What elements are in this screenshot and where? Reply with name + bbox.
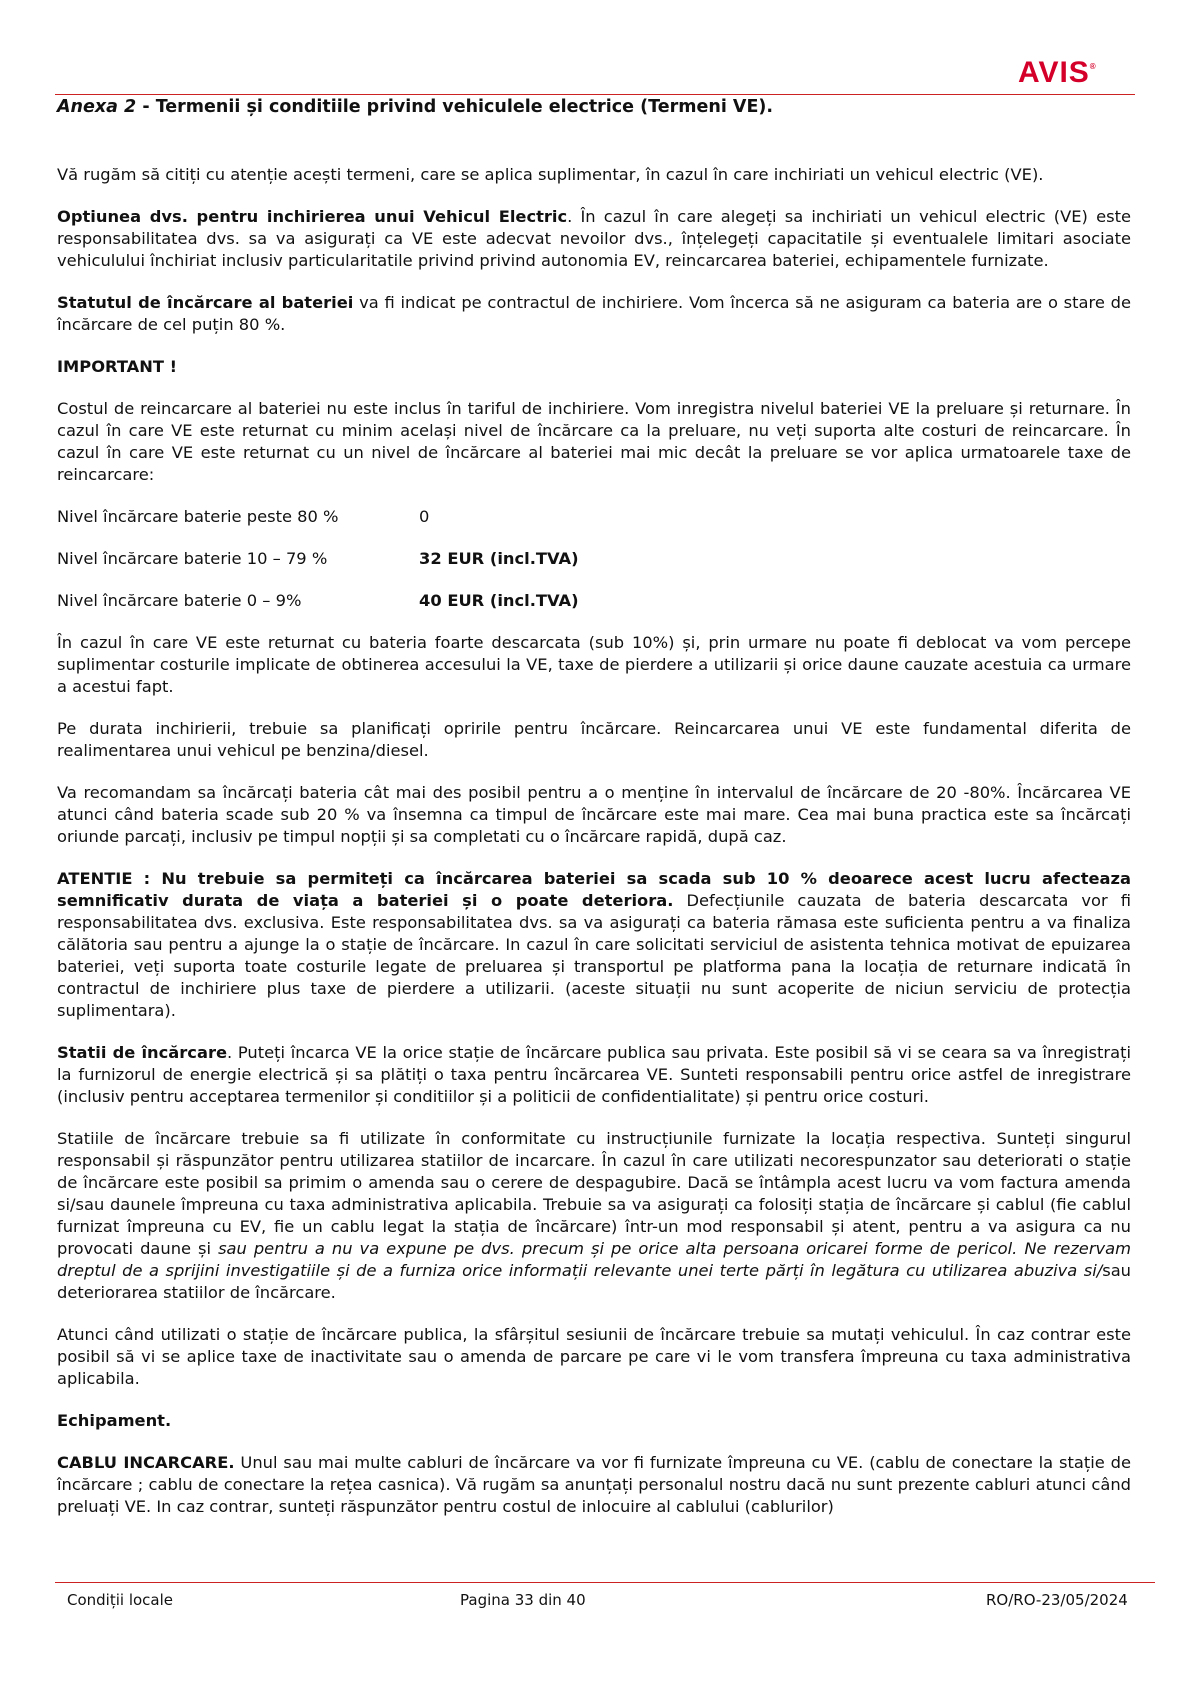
header-divider xyxy=(55,94,1135,95)
fee-value: 0 xyxy=(419,507,430,526)
footer-doc-code: RO/RO-23/05/2024 xyxy=(986,1591,1128,1609)
avis-logo: AVIS® xyxy=(1018,56,1097,89)
intro-paragraph: Vă rugăm să citiți cu atenție acești termeni, care se aplica suplimentar, în cazul în care inchiriati un vehicul electric (VE). xyxy=(57,165,1044,184)
fee-value: 40 EUR (incl.TVA) xyxy=(419,591,579,610)
footer-divider xyxy=(55,1582,1155,1583)
warning-text: Defecțiunile cauzata de bateria descarcata vor fi responsabilitatea dvs. exclusiva. Este responsabilitatea dvs. sa va asigurați ca bateria rămasa este suficienta pentru a va finaliza călătoria sau pentru a ajunge la o stație de încărcare. In cazul în care solicitati serviciul de asistenta tehnica motivat de epuizarea bateriei, veți suporta toate costurile legate de preluarea și transportul pe platforma pana la locația de returnare indicată în contractul de inchiriere plus taxe de pierdere a utilizarii. (aceste situații nu sunt acoperite de niciun serviciu de protecția suplimentara). xyxy=(57,891,1131,1020)
fee-label: Nivel încărcare baterie peste 80 % xyxy=(57,507,339,526)
fee-row xyxy=(57,506,1131,528)
stations-text: . Puteți încarca VE la orice stație de încărcare publica sau privata. Este posibil să vi se ceara sa va înregistrați la furnizorul de energie electrică și sa plătiți o taxa pentru încărcarea VE. Sunteti responsabili pentru orice astfel de inregistrare (inclusiv pentru acceptarea termenilor și conditiilor și a politicii de confidentialitate) și pentru orice costuri. xyxy=(57,1043,1131,1106)
option-text: . În cazul în care alegeți sa inchiriati un vehicul electric (VE) este responsabilitatea dvs. sa va asigurați ca VE este adecvat nevoilor dvs., înțelegeți capacitatile și eventualele limitari asociate vehiculului închiriat inclusiv particularitatile privind privind autonomia EV, reincarcarea bateriei, echipamentele furnizate. xyxy=(57,207,1131,270)
cable-text: Unul sau mai multe cabluri de încărcare va vor fi furnizate împreuna cu VE. (cablu de conectare la stație de încărcare ; cablu de conectare la rețea casnica). Vă rugăm sa anunțați personalul nostru dacă nu sunt prezente cabluri atunci când preluați VE. In caz contrar, sunteți răspunzător pentru costul de inlocuire al cablului (cablurilor) xyxy=(57,1453,1131,1516)
status-text: va fi indicat pe contractul de inchiriere. Vom încerca să ne asiguram ca bateria are o stare de încărcare de cel puțin 80 %. xyxy=(57,293,1131,334)
page-title xyxy=(57,97,773,117)
footer-page-number: Pagina 33 din 40 xyxy=(460,1591,586,1609)
annex-title: - Termenii și conditiile privind vehiculele electrice (Termeni VE). xyxy=(136,97,774,117)
recommend-paragraph: Va recomandam sa încărcați bateria cât mai des posibil pentru a o menține în intervalul de încărcare de 20 -80%. Încărcarea VE atunci când bateria scade sub 20 % va însemna ca timpul de încărcare este mai mare. Cea mai buna practica este sa încărcați oriunde parcați, inclusiv pe timpul nopții și sa completati cu o încărcare rapidă, după caz. xyxy=(57,783,1131,846)
fee-label: Nivel încărcare baterie 10 – 79 % xyxy=(57,549,328,568)
usage-paragraph: Statiile de încărcare trebuie sa fi utilizate în conformitate cu instrucțiunile furnizate la locația respectiva. Sunteți singurul responsabil și răspunzător pentru utilizarea statiilor de incarcare. În cazul în care utilizati necorespunzator sau deteriorati o stație de încărcare este posibil sa primim o amenda sau o cerere de despagubire. Dacă se întâmpla acest lucru va vom factura amenda si/sau daunele împreuna cu taxa administrativa aplicabila. Trebuie sa va asigurați ca folosiți stația de încărcare și cablul (fie cablul furnizat împreuna cu EV, fie un cablu legat la stația de încărcare) într-un mod responsabil și atent, pentru a va asigura ca nu provocati daune și sau pentru a nu va expune pe dvs. precum și pe orice alta persoana oricarei forme de pericol. Ne rezervam dreptul de a sprijini investigatiile și de a furniza orice informații relevante unei terte părți în legătura cu utilizarea abuziva si/sau deteriorarea statiilor de încărcare. xyxy=(57,1129,1131,1302)
warning-paragraph xyxy=(57,868,1131,1022)
cable-paragraph xyxy=(57,1452,1131,1518)
public-station-paragraph: Atunci când utilizati o stație de încărcare publica, la sfârșitul sesiunii de încărcare trebuie sa mutați vehiculul. În caz contrar este posibil să vi se aplice taxe de inactivitate sau o amenda de parcare pe care vi le vom transfera împreuna cu taxa administrativa aplicabila. xyxy=(57,1325,1131,1388)
stations-paragraph xyxy=(57,1042,1131,1108)
cable-heading: CABLU INCARCARE. xyxy=(57,1453,235,1472)
annex-label: Anexa 2 xyxy=(57,97,137,117)
usage-italic-text: sau pentru a nu va expune pe dvs. precum și pe orice alta persoana oricarei forme de pericol. Ne rezervam dreptul de a sprijini investigatiile și de a furniza orice informații relevante unei terte părți în legătura cu utilizarea abuziva si/ xyxy=(57,1239,1131,1280)
fee-row xyxy=(57,548,1131,570)
fee-row xyxy=(57,590,1131,612)
fee-value: 32 EUR (incl.TVA) xyxy=(419,549,579,568)
footer-left: Condiții locale xyxy=(67,1591,174,1609)
discharged-paragraph: În cazul în care VE este returnat cu bateria foarte descarcata (sub 10%) și, prin urmare nu poate fi deblocat va vom percepe suplimentar costurile implicate de obtinerea accesului la VE, taxe de pierdere a utilizarii și orice daune cauzate acestuia ca urmare a acestui fapt. xyxy=(57,633,1131,696)
stations-heading: Statii de încărcare xyxy=(57,1043,228,1062)
fee-label: Nivel încărcare baterie 0 – 9% xyxy=(57,591,302,610)
option-paragraph xyxy=(57,206,1131,272)
warning-heading: ATENTIE : Nu trebuie sa permiteți ca încărcarea bateriei sa scada sub 10 % deoarece acest lucru afecteaza semnificativ durata de viața a bateriei și o poate deteriora. xyxy=(57,869,1131,910)
status-paragraph xyxy=(57,292,1131,336)
equipment-heading: Echipament. xyxy=(57,1411,172,1430)
cost-paragraph: Costul de reincarcare al bateriei nu este inclus în tariful de inchiriere. Vom inregistra nivelul bateriei VE la preluare și returnare. În cazul în care VE este returnat cu minim același nivel de încărcare ca la preluare, nu veți suporta alte costuri de reincarcare. În cazul în care VE este returnat cu un nivel de încărcare al bateriei mai mic decât la preluare se vor aplica urmatoarele taxe de reincarcare: xyxy=(57,399,1131,484)
status-heading: Statutul de încărcare al bateriei xyxy=(57,293,354,312)
important-heading: IMPORTANT ! xyxy=(57,357,178,376)
planning-paragraph: Pe durata inchirierii, trebuie sa planificați opririle pentru încărcare. Reincarcarea unui VE este fundamental diferita de realimentarea unui vehicul pe benzina/diesel. xyxy=(57,719,1131,760)
option-heading: Optiunea dvs. pentru inchirierea unui Vehicul Electric xyxy=(57,207,568,226)
document-body xyxy=(57,164,1131,1518)
